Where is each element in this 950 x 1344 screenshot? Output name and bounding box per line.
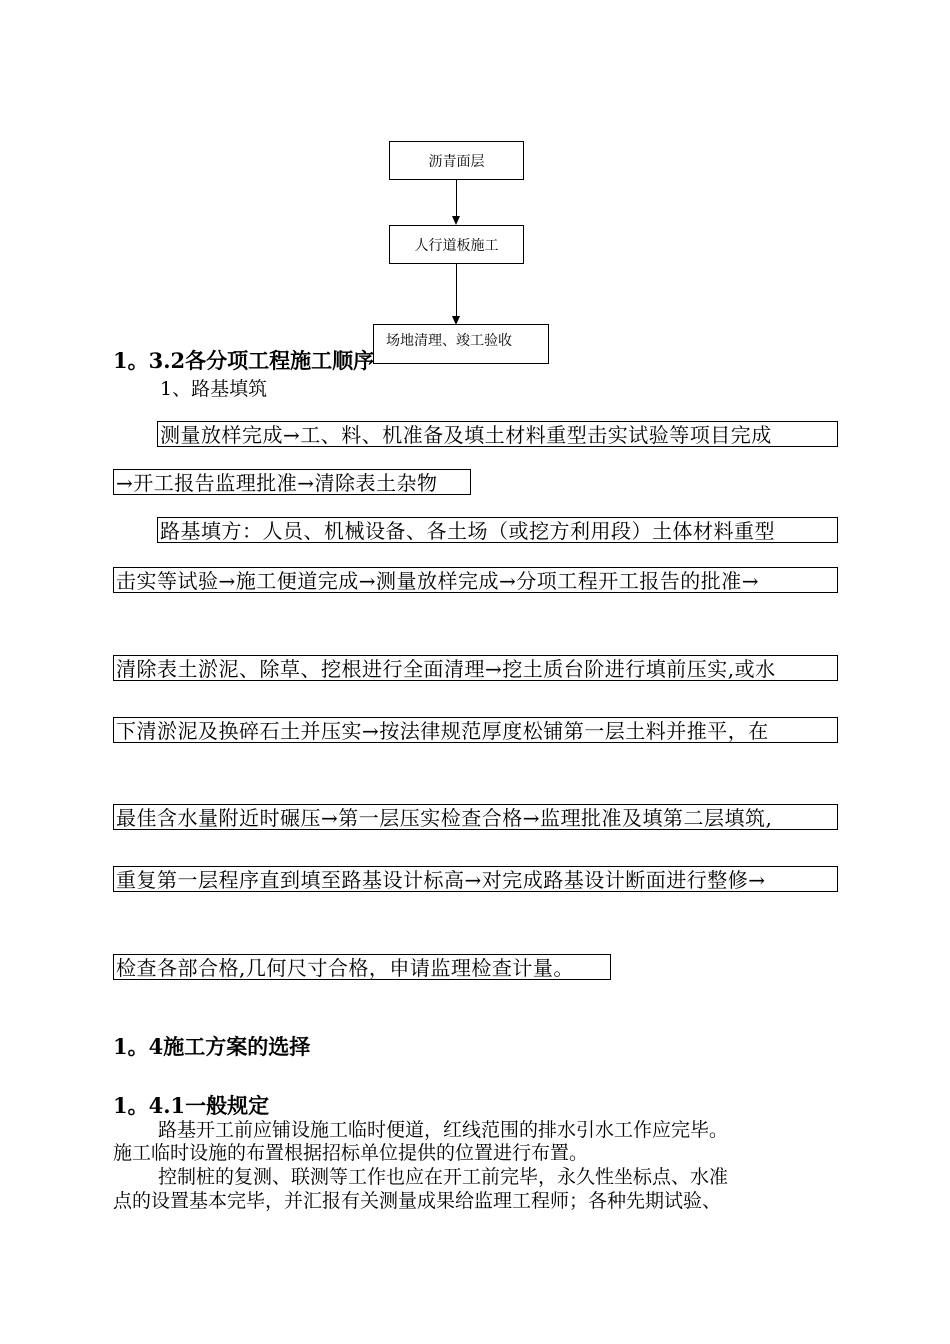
section-heading-1-3-2: 1。3.2各分项工程施工顺序 (113, 348, 375, 373)
paragraph-line: 施工临时设施的布置根据招标单位提供的位置进行布置。 (113, 1142, 589, 1164)
framed-text-line: 击实等试验→施工便道完成→测量放样完成→分项工程开工报告的批准→ (113, 567, 838, 593)
flow-arrow-down-icon (452, 216, 460, 225)
section-heading-1-4: 1。4施工方案的选择 (113, 1034, 311, 1059)
flow-connector-line (456, 264, 457, 317)
flow-box-label: 场地清理、竣工验收 (386, 333, 512, 349)
section-heading-1-4-1: 1。4.1一般规定 (113, 1093, 270, 1118)
framed-text-line: 下清淤泥及换碎石土并压实→按法律规范厚度松铺第一层土料并推平，在 (113, 717, 838, 743)
flow-box-label: 沥青面层 (428, 153, 485, 170)
flow-box-label: 人行道板施工 (414, 237, 499, 254)
framed-text-line: 测量放样完成→工、料、机准备及填土材料重型击实试验等项目完成 (157, 421, 838, 447)
framed-text-line: 检查各部合格,几何尺寸合格，申请监理检查计量。 (113, 954, 611, 980)
flow-box-sidewalk-construction (389, 225, 524, 264)
list-item-subgrade-filling: 1、路基填筑 (160, 378, 268, 400)
paragraph-line: 点的设置基本完毕，并汇报有关测量成果给监理工程师；各种先期试验、 (113, 1190, 722, 1212)
flow-box-asphalt-surface (389, 141, 524, 180)
framed-text-line: 清除表土淤泥、除草、挖根进行全面清理→挖土质台阶进行填前压实,或水 (113, 655, 838, 681)
framed-text-line: 重复第一层程序直到填至路基设计标高→对完成路基设计断面进行整修→ (113, 866, 838, 892)
framed-text-line: →开工报告监理批准→清除表土杂物 (113, 469, 471, 495)
framed-text-line: 路基填方：人员、机械设备、各土场（或挖方利用段）土体材料重型 (157, 517, 838, 543)
paragraph-line: 控制桩的复测、联测等工作也应在开工前完毕，永久性坐标点、水准 (158, 1166, 729, 1188)
flow-box-site-cleanup-acceptance (373, 324, 549, 364)
paragraph-line: 路基开工前应铺设施工临时便道，红线范围的排水引水工作应完毕。 (158, 1119, 729, 1141)
flow-connector-line (456, 180, 457, 218)
framed-text-line: 最佳含水量附近时碾压→第一层压实检查合格→监理批准及填第二层填筑, (113, 804, 838, 830)
